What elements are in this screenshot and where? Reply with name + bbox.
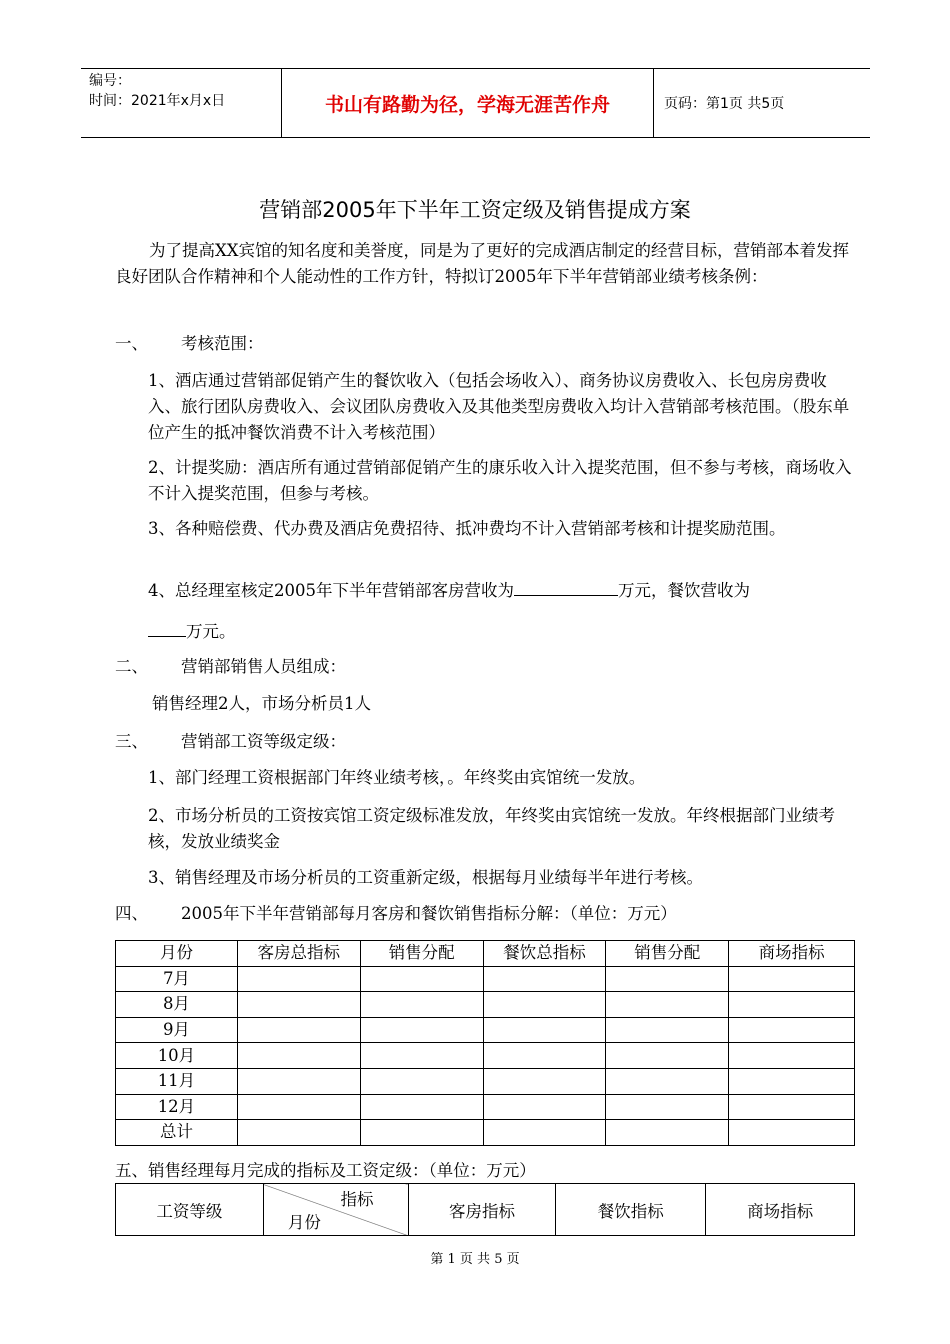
month-cell: 10月 [116,1043,238,1069]
section-number: 一、 [115,334,148,353]
empty-cell[interactable] [729,992,855,1018]
month-cell: 12月 [116,1094,238,1120]
section-number: 三、 [115,732,148,751]
header-cell: 销售分配 [360,941,483,967]
section-1-item-4-cont [148,619,858,645]
section-1-item-2: 2、计提奖励：酒店所有通过营销部促销产生的康乐收入计入提奖范围，但不参与考核，商场收入不计入提奖范围，但参与考核。 [148,458,852,503]
empty-cell[interactable] [606,992,729,1018]
page-footer: 第 1 页 共 5 页 [430,1252,520,1267]
empty-cell[interactable] [606,1120,729,1146]
section-4-heading [115,901,677,927]
empty-cell[interactable] [606,966,729,992]
header-cell: 客房总指标 [237,941,360,967]
section-title: 2005年下半年营销部每月客房和餐饮销售指标分解：（单位：万元） [181,904,677,923]
empty-cell[interactable] [237,966,360,992]
section-1-item-3: 3、各种赔偿费、代办费及酒店免费招待、抵冲费均不计入营销部考核和计提奖励范围。 [148,519,786,538]
code-label: 编号： [89,73,131,89]
section-2-heading [115,654,346,680]
empty-cell[interactable] [237,1043,360,1069]
empty-cell[interactable] [483,966,606,992]
monthly-target-table [115,940,855,1146]
header-cell: 餐饮指标 [556,1184,706,1236]
month-cell: 9月 [116,1017,238,1043]
month-cell: 11月 [116,1068,238,1094]
section-number: 四、 [115,904,148,923]
table-row [116,992,855,1018]
empty-cell[interactable] [606,1094,729,1120]
empty-cell[interactable] [360,1094,483,1120]
document-title: 营销部2005年下半年工资定级及销售提成方案 [259,198,691,222]
section-1-item-4 [148,578,858,604]
header-cell: 工资等级 [116,1184,264,1236]
empty-cell[interactable] [237,992,360,1018]
empty-cell[interactable] [729,1094,855,1120]
diag-top-label: 指标 [340,1190,374,1209]
item-4-part-b: 万元，餐饮营收为 [618,581,750,600]
document-header [81,68,870,138]
empty-cell[interactable] [483,992,606,1018]
empty-cell[interactable] [360,1068,483,1094]
header-motto: 书山有路勤为径，学海无涯苦作舟 [281,69,654,137]
header-cell: 商场指标 [706,1184,855,1236]
month-cell: 7月 [116,966,238,992]
section-title: 营销部工资等级定级： [181,732,346,751]
empty-cell[interactable] [729,1120,855,1146]
empty-cell[interactable] [606,1068,729,1094]
header-cell: 商场指标 [729,941,855,967]
empty-cell[interactable] [729,966,855,992]
blank-field [148,620,186,637]
table-row [116,966,855,992]
diagonal-header-cell [263,1184,408,1236]
item-4-part-c: 万元。 [186,622,236,641]
empty-cell[interactable] [483,1017,606,1043]
empty-cell[interactable] [360,1017,483,1043]
table-header-row [116,941,855,967]
blank-field [514,579,618,596]
section-title: 营销部销售人员组成： [181,657,346,676]
section-3-heading [115,729,346,755]
table-row [116,1017,855,1043]
empty-cell[interactable] [483,1068,606,1094]
table-row [116,1094,855,1120]
empty-cell[interactable] [483,1043,606,1069]
diag-bottom-label: 月份 [287,1213,321,1232]
table-header-row [116,1184,855,1236]
item-4-part-a: 4、总经理室核定2005年下半年营销部客房营收为 [148,581,514,600]
empty-cell[interactable] [360,1043,483,1069]
salary-level-table [115,1183,855,1236]
header-page-info: 页码：第1页 共5页 [664,96,785,112]
header-meta [81,69,281,137]
section-3-item-2: 2、市场分析员的工资按宾馆工资定级标准发放，年终奖由宾馆统一发放。年终根据部门业绩考核，发放业绩奖金 [148,806,835,851]
header-cell: 客房指标 [408,1184,556,1236]
empty-cell[interactable] [360,1120,483,1146]
section-1-item-1: 1、酒店通过营销部促销产生的餐饮收入（包括会场收入）、商务协议房费收入、长包房房费收入、旅行团队房费收入、会议团队房费收入及其他类型房费收入均计入营销部考核范围。（股东单位产生的抵冲餐饮消费不计入考核范围） [148,371,850,442]
empty-cell[interactable] [237,1120,360,1146]
section-3-item-1: 1、部门经理工资根据部门年终业绩考核，。年终奖由宾馆统一发放。 [148,768,646,787]
empty-cell[interactable] [729,1068,855,1094]
time-label: 时间：2021年x月x日 [89,93,226,109]
section-number: 二、 [115,657,148,676]
table-row [116,1120,855,1146]
empty-cell[interactable] [606,1017,729,1043]
section-3-item-3: 3、销售经理及市场分析员的工资重新定级，根据每月业绩每半年进行考核。 [148,868,703,887]
total-cell: 总计 [116,1120,238,1146]
empty-cell[interactable] [483,1094,606,1120]
empty-cell[interactable] [606,1043,729,1069]
section-5-heading: 五、销售经理每月完成的指标及工资定级：（单位：万元） [115,1161,536,1180]
month-cell: 8月 [116,992,238,1018]
empty-cell[interactable] [483,1120,606,1146]
empty-cell[interactable] [729,1017,855,1043]
empty-cell[interactable] [360,992,483,1018]
header-cell: 销售分配 [606,941,729,967]
empty-cell[interactable] [237,1017,360,1043]
table-row [116,1043,855,1069]
empty-cell[interactable] [237,1094,360,1120]
empty-cell[interactable] [237,1068,360,1094]
table-row [116,1068,855,1094]
section-1-heading [115,331,264,357]
section-title: 考核范围： [181,334,264,353]
header-cell: 餐饮总指标 [483,941,606,967]
header-cell: 月份 [116,941,238,967]
empty-cell[interactable] [729,1043,855,1069]
section-2-text: 销售经理2人，市场分析员1人 [152,694,371,713]
empty-cell[interactable] [360,966,483,992]
intro-paragraph: 为了提高XX宾馆的知名度和美誉度，同是为了更好的完成酒店制定的经营目标，营销部本着发挥良好团队合作精神和个人能动性的工作方针，特拟订2005年下半年营销部业绩考核条例： [115,241,849,286]
